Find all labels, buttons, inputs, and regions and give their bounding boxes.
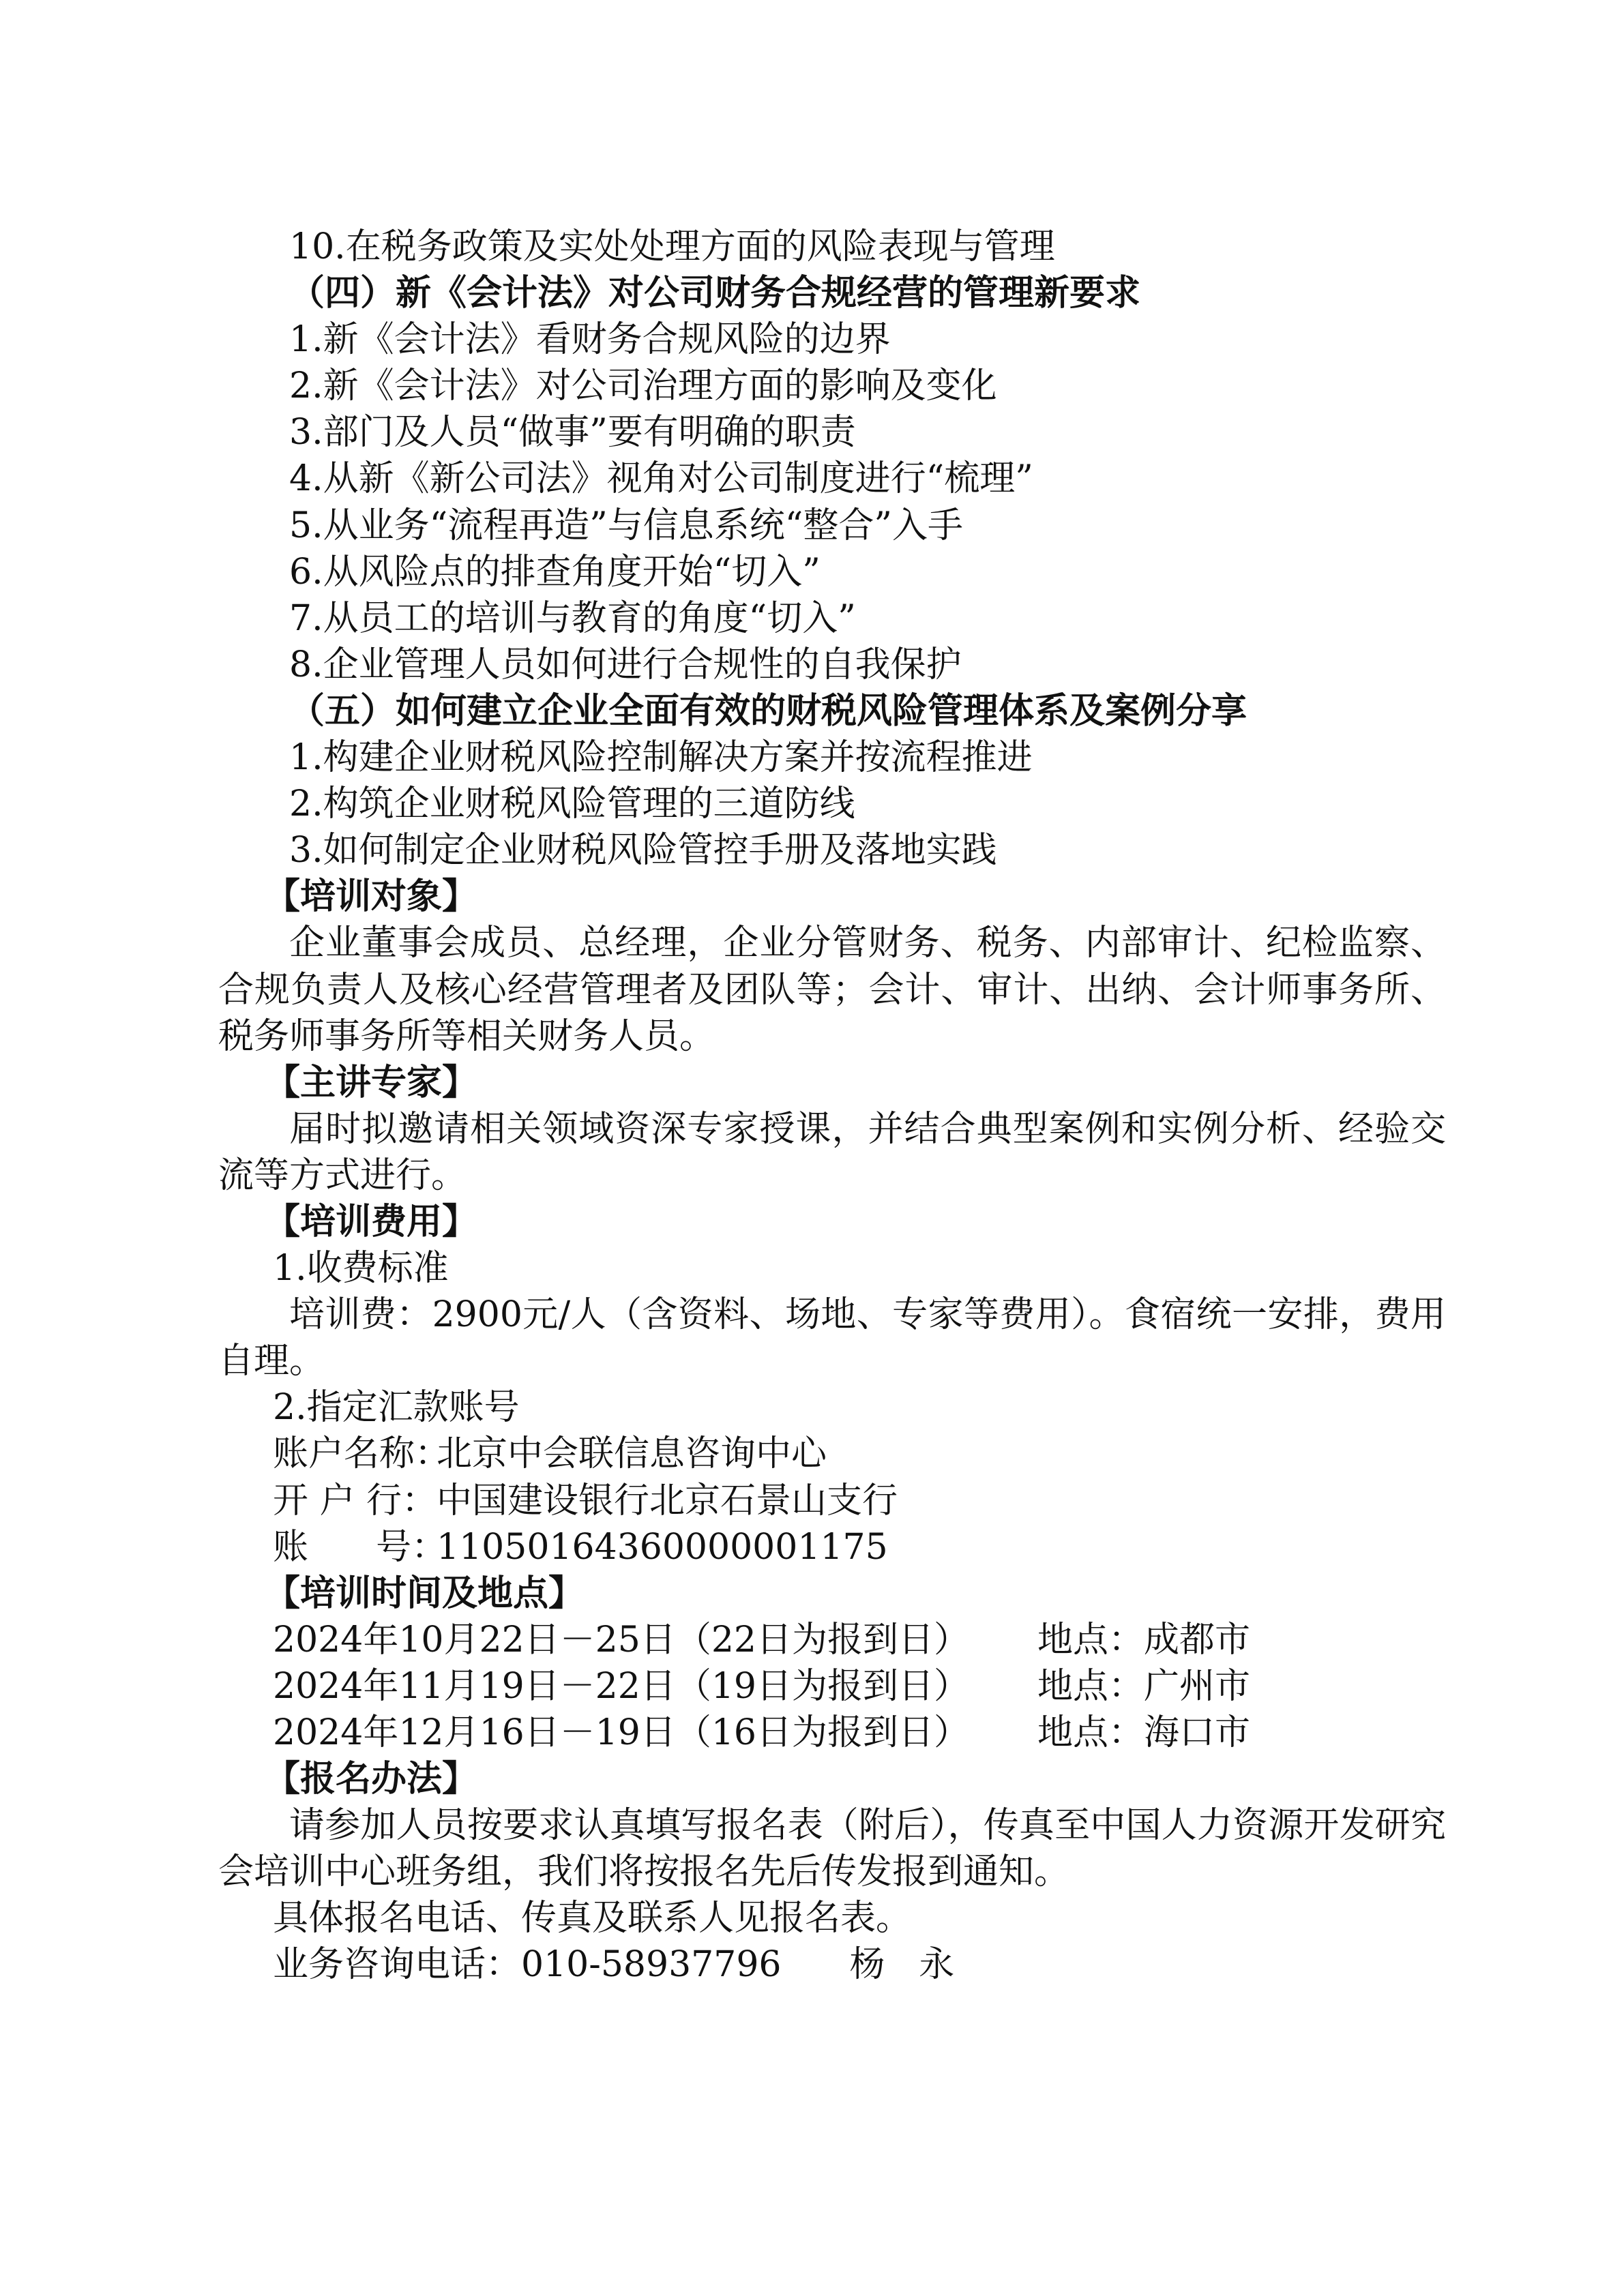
list-item: 5.从业务“流程再造”与信息系统“整合”入手 [289, 505, 963, 546]
registration-text: 请参加人员按要求认真填写报名表（附后），传真至中国人力资源开发研究会培训中心班务组，我们将按报名先后传发报到通知。 [218, 1805, 1446, 1893]
hotline-number: 010-58937796 [521, 1944, 782, 1986]
list-item: 6.从风险点的排查角度开始“切入” [289, 551, 821, 593]
registration-heading: 【报名办法】 [265, 1758, 478, 1800]
list-item: 2.新《会计法》对公司治理方面的影响及变化 [289, 366, 997, 407]
list-item: 3.部门及人员“做事”要有明确的职责 [289, 412, 856, 453]
account-number-row [218, 1524, 1446, 1570]
list-item: 10.在税务政策及实处处理方面的风险表现与管理 [289, 226, 1055, 267]
bank-value: 中国建设银行北京石景山支行 [437, 1480, 898, 1521]
account-number-value: 11050164360000001175 [437, 1526, 888, 1568]
list-item: 8.企业管理人员如何进行合规性的自我保护 [289, 644, 962, 685]
account-name-value: 北京中会联信息咨询中心 [437, 1433, 827, 1475]
contact-person: 杨 永 [849, 1944, 955, 1986]
list-item: 1.新《会计法》看财务合规风险的边界 [289, 319, 891, 361]
schedule-row [218, 1710, 1446, 1756]
list-item: 4.从新《新公司法》视角对公司制度进行“梳理” [289, 458, 1033, 500]
account-name-row [218, 1431, 1446, 1477]
schedule-row [218, 1663, 1446, 1710]
account-number-label: 账 号： [273, 1526, 447, 1568]
bank-row [218, 1478, 1446, 1524]
fee-standard-text: 培训费：2900元/人（含资料、场地、专家等费用）。食宿统一安排，费用自理。 [218, 1294, 1446, 1382]
section-heading-4: （四）新《会计法》对公司财务合规经营的管理新要求 [289, 272, 1141, 314]
schedule-date: 2024年11月19日－22日（19日为报到日） [273, 1665, 970, 1707]
fee-standard-label: 1.收费标准 [273, 1248, 449, 1289]
list-item: 3.如何制定企业财税风险管控手册及落地实践 [289, 830, 997, 871]
hotline-row [218, 1941, 1446, 1988]
section-heading-5: （五）如何建立企业全面有效的财税风险管理体系及案例分享 [289, 689, 1247, 732]
audience-text: 企业董事会成员、总经理，企业分管财务、税务、内部审计、纪检监察、合规负责人及核心经营管理者及团队等；会计、审计、出纳、会计师事务所、税务师事务所等相关财务人员。 [218, 923, 1446, 1057]
schedule-date: 2024年10月22日－25日（22日为报到日） [273, 1619, 970, 1660]
fees-heading: 【培训费用】 [265, 1200, 478, 1242]
list-item: 2.构筑企业财税风险管理的三道防线 [289, 784, 855, 825]
account-name-label: 账户名称： [273, 1433, 451, 1475]
schedule-place: 地点：广州市 [1037, 1665, 1251, 1707]
list-item: 7.从员工的培训与教育的角度“切入” [289, 597, 856, 639]
schedule-place: 地点：成都市 [1037, 1619, 1251, 1660]
list-item: 1.构建企业财税风险控制解决方案并按流程推进 [289, 737, 1033, 779]
account-label: 2.指定汇款账号 [273, 1387, 520, 1429]
schedule-heading: 【培训时间及地点】 [265, 1572, 585, 1614]
experts-text: 届时拟邀请相关领域资深专家授课，并结合典型案例和实例分析、经验交流等方式进行。 [218, 1108, 1446, 1196]
hotline-label: 业务咨询电话： [273, 1944, 522, 1986]
schedule-place: 地点：海口市 [1037, 1712, 1251, 1753]
schedule-date: 2024年12月16日－19日（16日为报到日） [273, 1712, 970, 1753]
bank-label: 开 户 行： [273, 1480, 438, 1521]
document-body [218, 224, 1446, 1988]
schedule-row [218, 1617, 1446, 1663]
experts-heading: 【主讲专家】 [265, 1061, 478, 1103]
audience-heading: 【培训对象】 [265, 876, 478, 918]
registration-contact-note: 具体报名电话、传真及联系人见报名表。 [273, 1898, 912, 1939]
